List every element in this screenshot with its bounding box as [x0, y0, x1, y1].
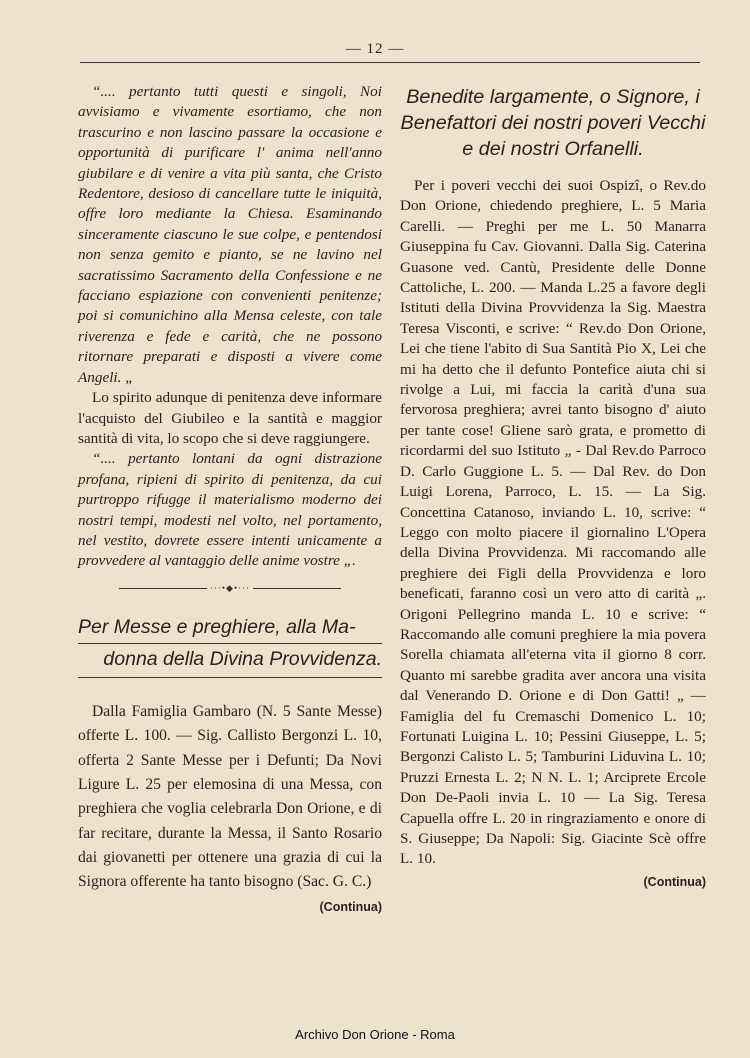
masses-heading-line2: donna della Divina Provvidenza. [103, 648, 382, 671]
penitence-paragraph: Lo spirito adunque di penitenza deve informare l'acquisto del Giubileo e la santità e maggior santità di vita, lo scopo che si deve raggiungere. [78, 389, 382, 447]
top-rule [80, 62, 700, 63]
masses-heading [78, 612, 382, 678]
masses-offerings-text: Dalla Famiglia Gambaro (N. 5 Sante Messe) offerte L. 100. — Sig. Callisto Bergonzi L. 10, offerta 2 Sante Messe per i Defunti; Da Novi Ligure L. 25 per elemosina di una Messa, con preghiera che voglia celebrarla Don Orione, e di far recitare, durante la Messa, il Santo Rosario dai giovanetti per ottenere una grazia di cui la Signora offerente ha tanto bisogno (Sac. G. C.) (Continua) [78, 700, 382, 894]
page-number: — 12 — [345, 41, 405, 57]
masses-heading-rule-2 [78, 677, 382, 678]
left-column [78, 82, 382, 919]
continua-label-right: (Continua) [643, 874, 706, 889]
benefactors-offerings-text: Per i poveri vecchi dei suoi Ospizî, o Rev.do Don Orione, chiedendo preghiere, L. 5 Maria Carelli. — Preghi per me L. 50 Manarra Giuseppina fu Cav. Giovanni. Dalla Sig. Caterina Guasone ved. Cantù, Presidente delle Donne Cattoliche, L. 200. — Manda L.25 a favore degli Istituti della Divina Provvidenza la Sig. Maestra Teresa Visconti, e scrive: “ Rev.do Don Orione, Lei che tiene l'abito di Sua Santità Pio X, Lei che mi ha detto che il defunto Pontefice aiuta chi si rivolge a Lui, mi faccia la carità d'una sua fervorosa preghiera; avrei tanto bisogno d' aiuto per tante cose! Gliene sarò grata, e prometto di ricordarmi del suo Istituto „ - Dal Rev.do Parroco D. Carlo Guggione L. 5. — Dal Rev. do Don Luigi Lorena, Parroco, L. 15. — La Sig. Concettina Catanoso, inviando L. 10, scrive: “ Leggo con molto piacere il giornalino L'Opera della Divina Provvidenza. Mi raccomando alle preghiere dei Figli della Provvidenza e loro beneficati, faranno così un vero atto di carità „. Origoni Pellegrino manda L. 10 e scrive: “ Raccomando alle comuni preghiere la mia povera Sorella chiamata all'eterna vita il giorno 8 corr. Quanto mi sarebbe gradita aver ancora una visita dal Venerando D. Orione e di Don Gatti! „ — Famiglia del fu Cremaschi Domenico L. 10; Fortunati Luigina L. 10; Pessini Giuseppe, L. 5; Bergonzi Calisto L. 5; Tamburini Liduvina L. 10; Pruzzi Ernesta L. 2; N N. L. 1; Arciprete Ercole Don De-Paoli invia L. 10 — La Sig. Teresa Capuella offre L. 20 in ringraziamento e onore di S. Giuseppe; Da Napoli: Sig. Giacinte Scè offre L. 10. [400, 177, 706, 868]
section-divider: ···•◆•··· [78, 578, 382, 598]
masses-heading-line1: Per Messe e preghiere, alla Ma- [78, 616, 356, 639]
encyclical-quote-2: “.... pertanto lontani da ogni distrazione profana, ripieni di spirito di penitenza, da cui purtroppo rifugge il materialismo moderno dei nostri tempi, modesti nel volto, nel portamento, nel vestito, dovrete essere intenti unicamente a provvedere al vantaggio delle anime vostre „. [78, 450, 382, 570]
encyclical-quote-1: “.... pertanto tutti questi e singoli, Noi avvisiamo e vivamente esortiamo, che non trascurino e non lascino passare la occasione e opportunità di purificare l' anima nell'anno giubilare e di venire a vita più santa, che Cristo Redentore, desioso di cancellare tutte le iniquità, offre loro mediante la Chiesa. Esaminando sinceramente ciascuno le sue colpe, e pentendosi non senza gemito e pianto, se ne lavino nel sacratissimo Sacramento della Confessione e ne facciano espiazione con convenienti penitenze; poi si comunichino alla Mensa celeste, con tale riverenza e fede e carità, che ne possono ritornare preparati e disposti a vivere come Angeli. „ [78, 83, 382, 386]
archive-footer: Archivo Don Orione - Roma [295, 1027, 455, 1042]
continua-label-left: (Continua) [319, 899, 382, 914]
benefactors-heading: Benedite largamente, o Signore, i Benefattori dei nostri poveri Vecchi e dei nostri Orfanelli. [400, 86, 706, 160]
right-column [400, 84, 706, 892]
